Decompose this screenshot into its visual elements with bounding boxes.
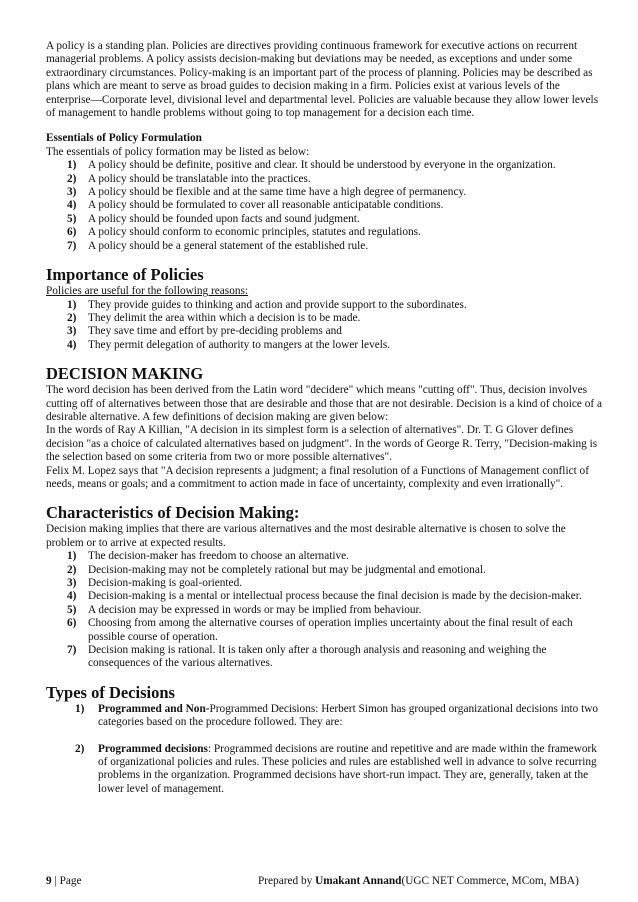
author-credentials: (UGC NET Commerce, MCom, MBA) [401,875,579,887]
list-number: 2) [67,311,77,324]
list-text: Decision making is rational. It is taken only after a thorough analysis and reasoning and weighing the consequences of the various alternatives. [88,644,547,670]
list-number: 3) [67,325,77,338]
importance-heading: Importance of Policies [46,265,204,285]
type-title: Programmed decisions [98,742,208,755]
author-name: Umakant Annand [315,875,402,887]
list-number: 1) [67,298,77,311]
list-item [46,325,602,338]
list-item [46,226,602,239]
essentials-lead: The essentials of policy formation may be listed as below: [46,145,310,158]
decision-paragraph-2: In the words of Ray A Killian, "A decision in its simplest form is a selection of alternatives". Dr. T. G Glover defines decision "as a choice of calculated alternatives based on judgment". In the words of George R. Terry, "Decision-making is the selection based on some criteria from two or more possible alternatives". [46,424,598,464]
list-number: 4) [67,590,77,603]
essentials-heading: Essentials of Policy Formulation [46,132,202,145]
list-text: Decision-making is a mental or intellectual process because the final decision is made by the decision-maker. [88,590,582,603]
decision-paragraph-3: Felix M. Lopez says that "A decision represents a judgment; a final resolution of a Functions of Management conflict of needs, means or goals; and a commitment to action made in face of uncertainty, complexity and even irrationally". [46,464,589,490]
list-text: The decision-maker has freedom to choose an alternative. [88,550,349,563]
list-text: A policy should conform to economic principles, statutes and regulations. [88,226,421,239]
decision-paragraph-1: The word decision has been derived from the Latin word "decidere" which means "cutting off". Thus, decision involves cutting off of alternatives between those that are desirable and those that are not desirable. Decision is a kind of choice of a desirable alternative. A few definitions of decision making are given below: [46,384,602,423]
list-text: A policy should be a general statement of the established rule. [88,239,369,252]
list-text: A policy should be formulated to cover all reasonable anticipatable conditions. [88,199,444,212]
list-text: A decision may be expressed in words or may be implied from behaviour. [88,603,422,616]
list-item [46,199,602,212]
list-item [46,186,602,199]
importance-list [46,299,602,353]
list-text: Decision-making is goal-oriented. [88,577,243,589]
author-credit: Prepared by Umakant Annand(UGC NET Commerce, MCom, MBA) [258,875,579,887]
list-item [46,703,602,730]
list-item [46,312,602,325]
list-number: 7) [67,239,77,252]
list-text: Decision-making may not be completely rational but may be judgmental and emotional. [88,563,486,576]
list-item [46,240,602,253]
list-item [46,604,602,617]
list-item [46,550,602,563]
characteristics-heading: Characteristics of Decision Making: [46,503,300,523]
list-text: Choosing from among the alternative courses of operation implies uncertainty about the final result of each possible course of operation. [88,617,573,643]
list-item [46,617,602,644]
list-item [46,577,602,590]
intro-paragraph: A policy is a standing plan. Policies are directives providing continuous framework for executive actions on recurrent managerial problems. A policy assists decision-making but deviations may be needed, as exceptions and under some extraordinary circumstances. Policy-making is an important part of the process of planning. Policies may be described as plans which are meant to serve as broad guides to decision making in a firm. Policies exist at various levels of the enterprise—Corporate level, divisional level and departmental level. Policies are valuable because they allow lower levels of management to handle problems without going to top management for a decision each time. [46,40,599,120]
list-item [46,590,602,603]
list-text: A policy should be founded upon facts and sound judgment. [88,212,360,225]
list-number: 3) [67,577,77,589]
list-item [46,644,602,671]
list-item [46,213,602,226]
list-item [46,339,602,352]
list-text: They permit delegation of authority to mangers at the lower levels. [88,338,391,351]
characteristics-list [46,550,602,671]
list-number: 3) [67,186,77,199]
list-number: 7) [67,644,77,657]
type-description: Programmed Decisions: Herbert Simon has grouped organizational decisions into two categories based on the procedure followed. They are: [98,702,599,729]
type-description: : Programmed decisions are routine and repetitive and are made within the framework of organizational policies and rules. These policies and rules are established well in advance to solve recurring problems in the organization. Programmed decisions have short-run impact. They are, generally, taken at the lower level of management. [98,742,597,795]
list-item [46,159,602,172]
list-number: 4) [67,199,77,212]
list-text: A policy should be definite, positive and clear. It should be understood by everyone in the organization. [88,159,556,172]
list-number: 2) [75,742,85,755]
list-text: A policy should be flexible and at the same time have a high degree of permanency. [88,186,467,199]
list-item [46,173,602,186]
list-item [46,564,602,577]
list-item [46,299,602,312]
list-number: 5) [67,603,77,616]
list-number: 1) [67,159,77,172]
decision-making-heading: DECISION MAKING [46,364,204,384]
essentials-list [46,159,602,253]
document-page [46,40,602,796]
list-number: 1) [75,702,85,715]
page-number: 9 | Page [46,875,82,887]
list-number: 5) [67,212,77,225]
list-text: A policy should be translatable into the practices. [88,172,311,185]
importance-lead: Policies are useful for the following reasons: [46,285,249,298]
list-number: 2) [67,563,77,576]
list-number: 6) [67,226,77,239]
list-number: 1) [67,550,77,563]
characteristics-lead: Decision making implies that there are various alternatives and the most desirable alternative is chosen to solve the problem or to arrive at expected results. [46,523,566,549]
types-heading: Types of Decisions [46,682,175,702]
list-spacer [46,730,602,743]
list-number: 2) [67,172,77,185]
list-item [46,743,602,797]
list-text: They delimit the area within which a decision is to be made. [88,311,361,324]
list-text: They save time and effort by pre-deciding problems and [88,325,342,338]
type-title: Programmed and Non- [98,702,210,715]
list-number: 4) [67,338,77,351]
list-text: They provide guides to thinking and action and provide support to the subordinates. [88,298,467,311]
types-list [46,703,602,796]
list-number: 6) [67,617,77,630]
